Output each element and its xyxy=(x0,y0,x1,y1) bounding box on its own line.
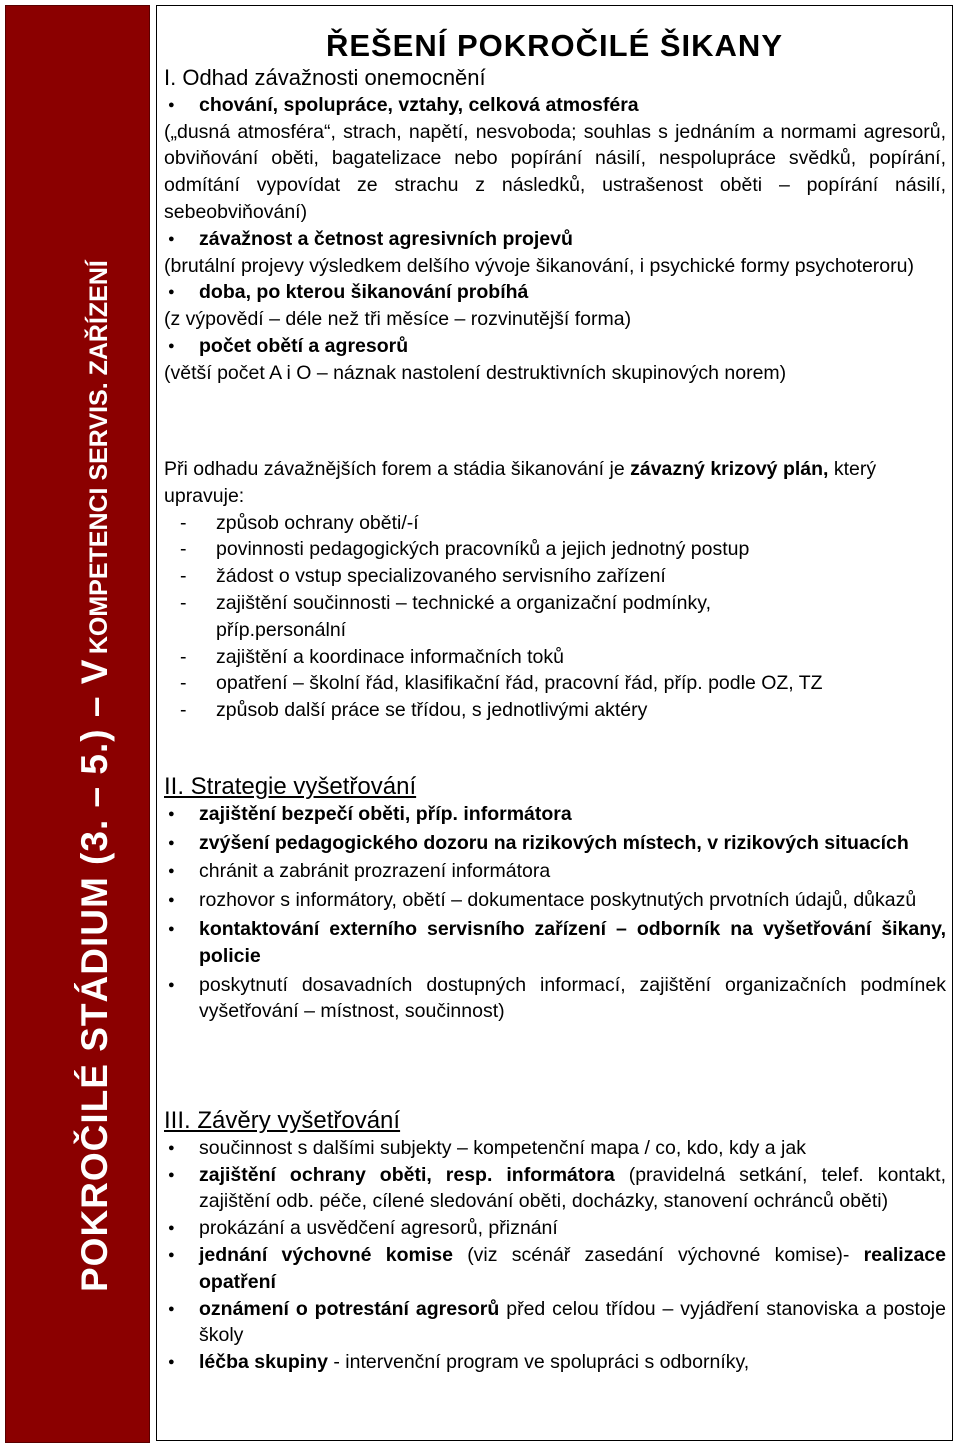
list-item: ● závažnost a četnost agresivních projevů xyxy=(164,226,946,253)
crisis-plan-intro xyxy=(164,456,946,510)
list-item: ● chránit a zabránit prozrazení informátora xyxy=(164,858,946,885)
section-1-list xyxy=(164,92,946,119)
list-item: ● zvýšení pedagogického dozoru na rizikových místech, v rizikových situacích xyxy=(164,830,946,857)
page-title: ŘEŠENÍ POKROČILÉ ŠIKANY xyxy=(325,28,783,63)
item-bold: zajištění ochrany oběti, resp. informátora xyxy=(199,1163,615,1186)
dash-item: - způsob další práce se třídou, s jednotlivými aktéry xyxy=(164,697,946,724)
item-bold-end: realizace opatření xyxy=(199,1243,946,1293)
paragraph: („dusná atmosféra“, strach, napětí, nesvoboda; souhlas s jednáním a normami agresorů, obviňování oběti, bagatelizace nebo popírání násilí, nespolupráce svědků, popírání, odmítání vypovídat ze strachu z následků, ustrašenost oběti – popírání násilí, sebeobviňování) xyxy=(164,120,946,223)
section-3-list xyxy=(164,1135,946,1376)
list-item: ● prokázání a usvědčení agresorů, přiznání xyxy=(164,1215,946,1242)
dash-item: - žádost o vstup specializovaného servisního zařízení xyxy=(164,563,946,590)
list-item: ● zajištění bezpečí oběti, příp. informátora xyxy=(164,801,946,828)
list-item: ● doba, po kterou šikanování probíhá xyxy=(164,279,946,306)
dash-item: - způsob ochrany oběti/-í xyxy=(164,510,946,537)
list-item xyxy=(164,1349,946,1376)
intro-bold: závazný krizový plán, xyxy=(630,458,829,480)
section-2 xyxy=(164,774,946,1025)
section-2-list xyxy=(164,801,946,1025)
list-item: ● kontaktování externího servisního zařízení – odborník na vyšetřování šikany, policie xyxy=(164,916,946,970)
crisis-plan-list xyxy=(164,510,946,724)
section-3-heading: III. Závěry vyšetřování xyxy=(164,1107,401,1134)
section-2-heading: II. Strategie vyšetřování xyxy=(164,773,417,800)
item-text: před celou třídou – vyjádření stanoviska a postoje školy xyxy=(199,1297,946,1347)
list-item: ● součinnost s dalšími subjekty – kompetenční mapa / co, kdo, kdy a jak xyxy=(164,1135,946,1162)
item-text: (pravidelná setkání, telef. kontakt, zajištění odb. péče, cílené sledování oběti, docházky, stanovení ochránců oběti) xyxy=(199,1163,947,1213)
dash-item: - zajištění součinnosti – technické a organizační podmínky, příp.personální xyxy=(164,590,946,644)
item-bold: léčba skupiny xyxy=(199,1351,328,1374)
sidebar-label xyxy=(74,260,116,1292)
intro-text: Při odhadu závažnějších forem a stádia šikanování je xyxy=(164,458,631,480)
dash-item: - zajištění a koordinace informačních toků xyxy=(164,644,946,671)
dash-item: - povinnosti pedagogických pracovníků a jejich jednotný postup xyxy=(164,536,946,563)
item-bold: oznámení o potrestání agresorů xyxy=(199,1297,500,1320)
section-3 xyxy=(164,1108,946,1376)
crisis-plan xyxy=(164,456,946,724)
list-item: ● poskytnutí dosavadních dostupných informací, zajištění organizačních podmínek vyšetřování – místnost, součinnost) xyxy=(164,972,946,1026)
sidebar-label-small: KOMPETENCI SERVIS. ZAŘÍZENÍ xyxy=(85,260,113,655)
section-1 xyxy=(164,65,946,387)
list-item xyxy=(164,1242,946,1296)
list-item: ● počet obětí a agresorů xyxy=(164,333,946,360)
section-1-heading: I. Odhad závažnosti onemocnění xyxy=(164,65,486,90)
dash-item: - opatření – školní řád, klasifikační řád, pracovní řád, příp. podle OZ, TZ xyxy=(164,670,946,697)
intro-text-end: který upravuje: xyxy=(164,458,877,507)
list-item xyxy=(164,1162,946,1216)
sidebar-label-main: POKROČILÉ STÁDIUM (3. – 5.) – V xyxy=(74,658,115,1292)
paragraph: (brutální projevy výsledkem delšího vývoje šikanování, i psychické formy psychoteroru) xyxy=(164,254,914,277)
paragraph: (větší počet A i O – náznak nastolení destruktivních skupinových norem) xyxy=(164,361,787,384)
list-item xyxy=(164,1296,946,1350)
item-text: (viz scénář zasedání výchovné komise)- xyxy=(452,1243,864,1266)
item-bold: jednání výchovné komise xyxy=(199,1243,453,1266)
list-item: ● rozhovor s informátory, obětí – dokumentace poskytnutých prvotních údajů, důkazů xyxy=(164,887,946,914)
item-text: - intervenční program ve spolupráci s odborníky, xyxy=(327,1351,750,1374)
list-item: ● chování, spolupráce, vztahy, celková atmosféra xyxy=(164,92,946,119)
paragraph: (z výpovědí – déle než tři měsíce – rozvinutější forma) xyxy=(164,308,632,331)
